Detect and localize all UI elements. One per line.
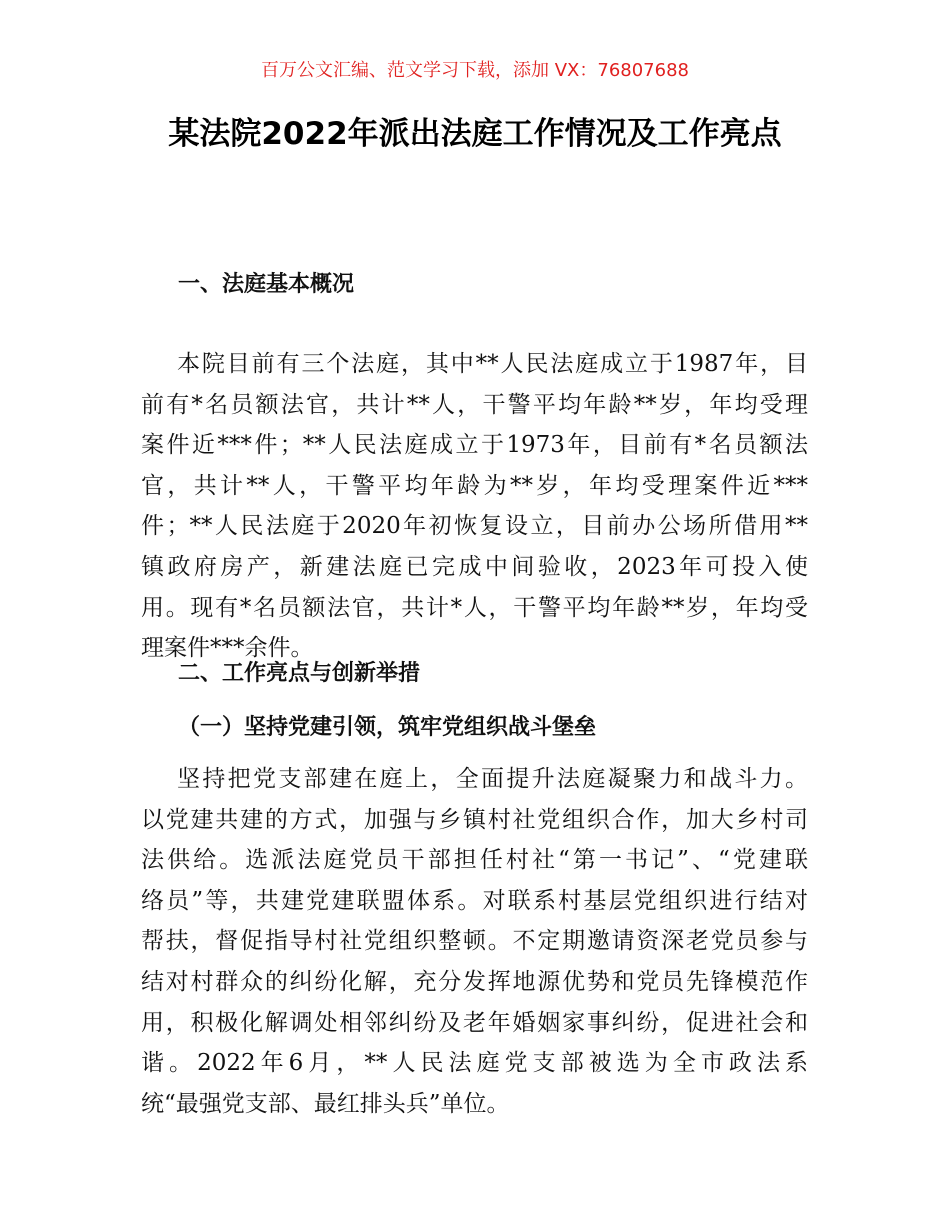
paragraph-line: 用。现有*名员额法官，共计*人，干警平均年龄**岁，年均受 (141, 594, 808, 621)
paragraph-line: 帮扶，督促指导村社党组织整顿。不定期邀请资深老党员参与 (141, 928, 808, 955)
section-heading-1: 一、法庭基本概况 (178, 272, 355, 297)
paragraph-line: 案件近***件；**人民法庭成立于1973年，目前有*名员额法 (141, 432, 808, 459)
paragraph-line: 官，共计**人，干警平均年龄为**岁，年均受理案件近*** (141, 472, 808, 499)
section-heading-2: 二、工作亮点与创新举措 (178, 661, 421, 686)
paragraph-line: 前有*名员额法官，共计**人，干警平均年龄**岁，年均受理 (141, 391, 808, 418)
paragraph-line: 谐。2022年6月，**人民法庭党支部被选为全市政法系 (141, 1050, 808, 1077)
paragraph-line: 件；**人民法庭于2020年初恢复设立，目前办公场所借用** (141, 513, 808, 540)
paragraph-court-overview (141, 344, 808, 669)
paragraph-line: 结对村群众的纠纷化解，充分发挥地源优势和党员先锋模范作 (141, 968, 808, 995)
watermark-banner: 百万公文汇编、范文学习下载，添加 VX：76807688 (261, 60, 689, 81)
subsection-heading-1: （一）坚持党建引领，筑牢党组织战斗堡垒 (178, 715, 597, 740)
paragraph-line: 坚持把党支部建在庭上，全面提升法庭凝聚力和战斗力。 (177, 766, 808, 792)
paragraph-line: 镇政府房产，新建法庭已完成中间验收，2023年可投入使 (141, 553, 808, 580)
paragraph-line: 用，积极化解调处相邻纠纷及老年婚姻家事纠纷，促进社会和 (141, 1009, 808, 1036)
paragraph-party-building (141, 759, 808, 1124)
document-title: 某法院2022年派出法庭工作情况及工作亮点 (168, 116, 782, 152)
paragraph-line: 法供给。选派法庭党员干部担任村社“第一书记”、“党建联 (141, 847, 808, 874)
paragraph-line: 以党建共建的方式，加强与乡镇村社党组织合作，加大乡村司 (141, 806, 808, 833)
paragraph-line: 络员”等，共建党建联盟体系。对联系村基层党组织进行结对 (141, 887, 808, 914)
paragraph-line: 本院目前有三个法庭，其中**人民法庭成立于1987年，目 (177, 351, 808, 377)
paragraph-line: 统“最强党支部、最红排头兵”单位。 (141, 1090, 510, 1117)
paragraph-line: 理案件***余件。 (141, 635, 314, 662)
